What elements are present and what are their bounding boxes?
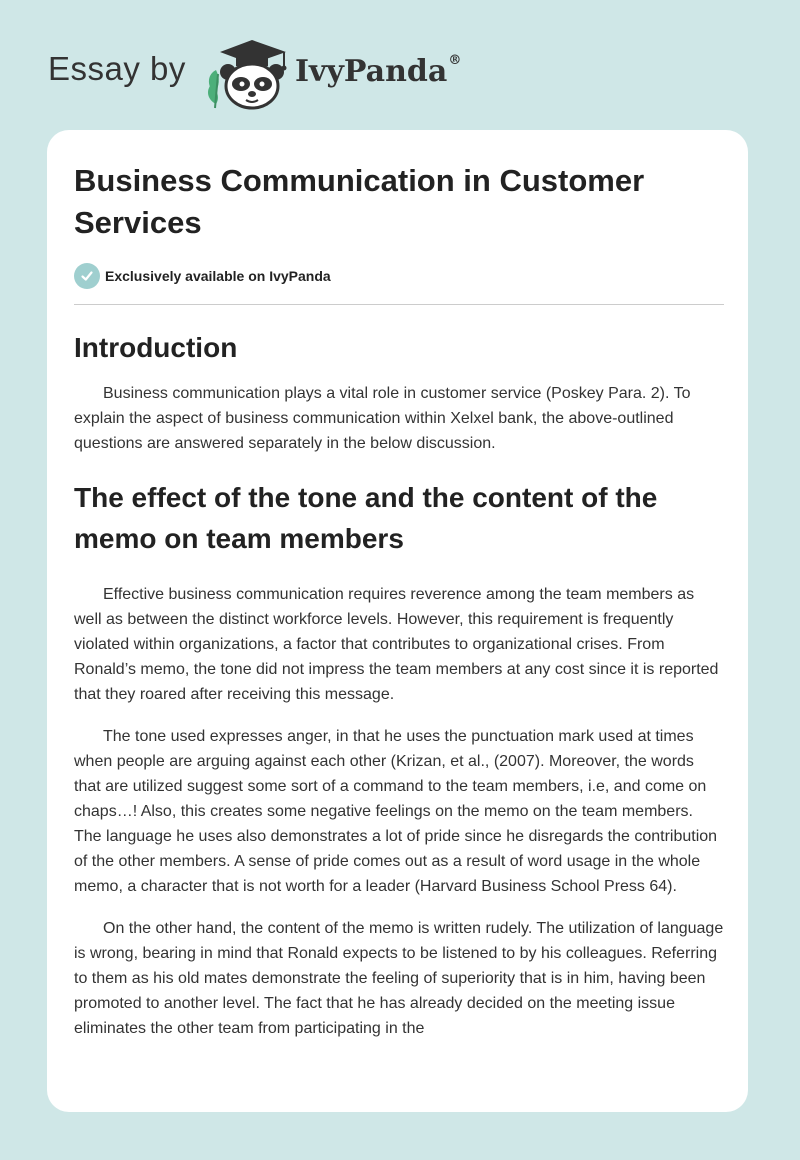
- panda-graduate-logo-icon[interactable]: [200, 34, 296, 110]
- essay-card: [47, 130, 748, 1112]
- paragraph: The tone used expresses anger, in that he uses the punctuation mark used at times when people are arguing against each other (Krizan, et al., (2007). Moreover, the words that are utilized suggest some sort of a command to the team members, i.e, and come on chaps…! Also, this creates some negative feelings on the memo on the team members. The language he uses also demonstrates a lot of pride since he disregards the contribution of the other members. A sense of pride comes out as a result of word usage in the whole memo, a character that is not worth for a leader (Harvard Business School Press 64).: [74, 728, 718, 895]
- brand-name[interactable]: IvyPanda®: [295, 53, 462, 89]
- site-header: [48, 34, 508, 114]
- check-circle-icon: [74, 263, 100, 289]
- section-heading-tone-effect: The effect of the tone and the content of the memo on team members: [74, 482, 658, 554]
- trademark-symbol: ®: [448, 53, 462, 68]
- exclusive-badge: [74, 262, 724, 290]
- paragraph: Effective business communication requires reverence among the team members as well as between the distinct workforce levels. However, this requirement is frequently violated within organizations, a factor that contributes to organizational crises. From Ronald’s memo, the tone did not impress the team members at any cost since it is reported that they roared after receiving this message.: [74, 586, 719, 703]
- section-heading-introduction: Introduction: [74, 332, 238, 363]
- title-divider: [74, 304, 724, 305]
- exclusive-badge-label: Exclusively available on IvyPanda: [105, 268, 331, 284]
- paragraph: On the other hand, the content of the memo is written rudely. The utilization of language is wrong, bearing in mind that Ronald expects to be listened to by his colleagues. Referring to them as his old mates demonstrate the feeling of superiority that is in him, having been promoted to another level. The fact that he has already decided on the meeting issue eliminates the other team from participating in the: [74, 920, 724, 1037]
- essay-title: Business Communication in Customer Services: [74, 163, 645, 240]
- essay-by-label: Essay by: [48, 50, 186, 87]
- paragraph: Business communication plays a vital role in customer service (Poskey Para. 2). To explain the aspect of business communication within Xelxel bank, the above-outlined questions are answered separately in the below discussion.: [74, 385, 691, 452]
- essay-content: [74, 160, 724, 1041]
